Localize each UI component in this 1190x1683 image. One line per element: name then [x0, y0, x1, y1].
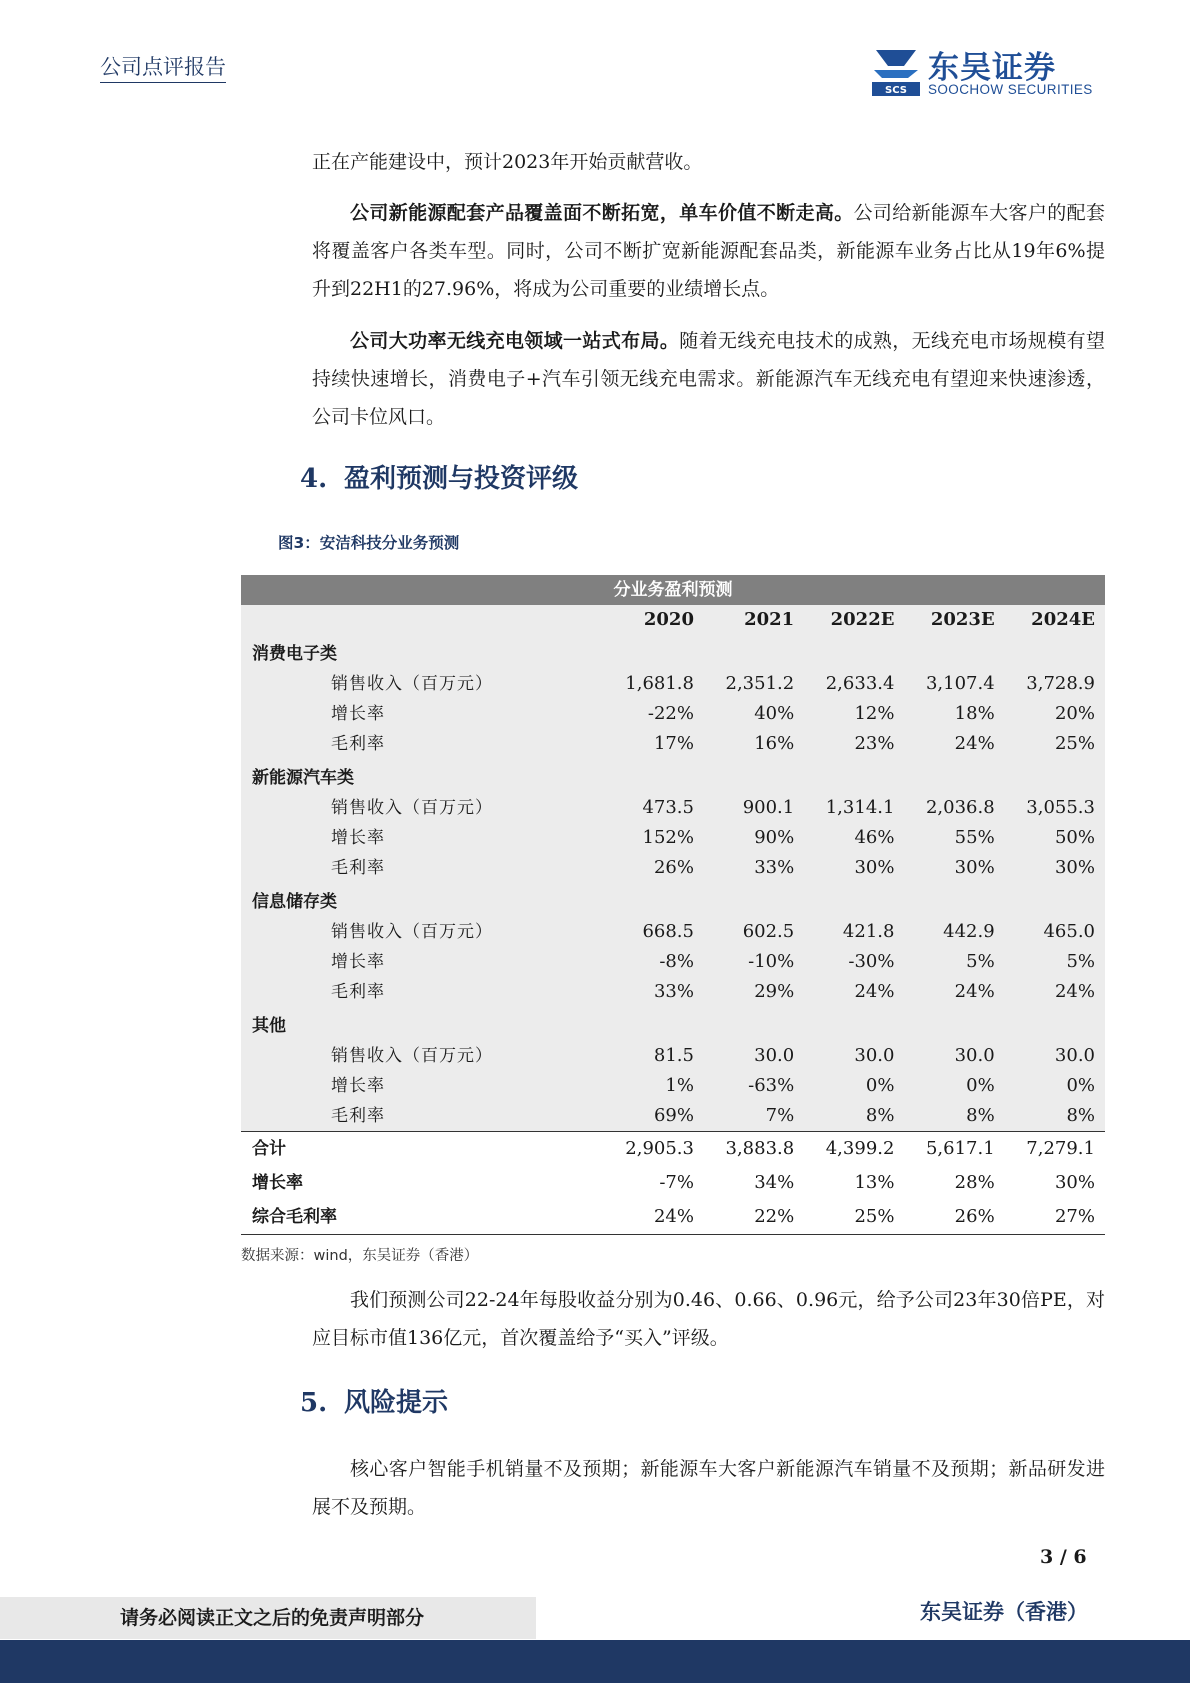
table-cell: 29%: [704, 977, 804, 1007]
table-cell: 8%: [904, 1101, 1004, 1132]
table-cell: 7,279.1: [1005, 1132, 1105, 1167]
table-cell: 46%: [804, 823, 904, 853]
table-cell: 24%: [604, 1200, 704, 1235]
table-cell: -8%: [604, 947, 704, 977]
table-cell: 421.8: [804, 917, 904, 947]
table-cell: 30%: [1005, 853, 1105, 883]
table-cell: 0%: [1005, 1071, 1105, 1101]
table-row: [241, 917, 1105, 947]
table-cell: 0%: [804, 1071, 904, 1101]
table-cell: 22%: [704, 1200, 804, 1235]
paragraph-text: 我们预测公司22-24年每股收益分别为0.46、0.66、0.96元，给予公司23年30倍PE，对应目标市值136亿元，首次覆盖给予“买入”评级。: [312, 1289, 1105, 1349]
table-cell: 2,633.4: [804, 669, 904, 699]
table-cell: 13%: [854, 1172, 895, 1193]
table-cell: -7%: [659, 1172, 694, 1193]
section-heading-5: [300, 1386, 448, 1420]
category-label: 新能源汽车类: [241, 759, 1105, 793]
logo-cn-text: 东吴证券: [928, 50, 1056, 86]
table-cell: 668.5: [604, 917, 704, 947]
table-cell: 1%: [604, 1071, 704, 1101]
forecast-table: [241, 575, 1105, 1235]
table-cell: 30%: [804, 853, 904, 883]
row-label: 销售收入（百万元）: [241, 917, 604, 947]
table-cell: 7%: [704, 1101, 804, 1132]
row-label: 综合毛利率: [241, 1200, 604, 1235]
category-row: [241, 1007, 1105, 1041]
table-cell: 602.5: [704, 917, 804, 947]
table-row: [241, 669, 1105, 699]
table-cell: 8%: [1005, 1101, 1105, 1132]
table-cell: 40%: [704, 699, 804, 729]
table-row: [241, 853, 1105, 883]
table-cell: 25%: [804, 1200, 904, 1235]
table-cell: 3,728.9: [1005, 669, 1105, 699]
table-cell: 473.5: [604, 793, 704, 823]
table-cell: 3,107.4: [904, 669, 1004, 699]
table-cell: 24%: [904, 977, 1004, 1007]
table-row: [241, 1101, 1105, 1132]
table-cell: 26%: [604, 853, 704, 883]
row-label: 增长率: [241, 823, 604, 853]
table-cell: 0%: [904, 1071, 1004, 1101]
paragraph-bold-lead: 公司新能源配套产品覆盖面不断拓宽，单车价值不断走高。: [350, 202, 854, 224]
paragraph-text: 核心客户智能手机销量不及预期；新能源车大客户新能源汽车销量不及预期；新品研发进展不及预期。: [312, 1458, 1105, 1518]
category-row: [241, 883, 1105, 917]
table-cell: 2,036.8: [904, 793, 1004, 823]
table-cell: 1,314.1: [804, 793, 904, 823]
table-cell: -30%: [804, 947, 904, 977]
table-row: [241, 699, 1105, 729]
logo-mark-text: SCS: [885, 85, 907, 96]
table-cell: 50%: [1005, 823, 1105, 853]
year-header: 2022E: [804, 605, 904, 635]
row-label: 增长率: [252, 1173, 303, 1193]
company-logo: [868, 42, 1103, 102]
table-cell: 17%: [604, 729, 704, 759]
table-cell: 23%: [804, 729, 904, 759]
section-number: 4.: [300, 464, 328, 494]
row-label: 销售收入（百万元）: [241, 669, 604, 699]
row-label: 合计: [241, 1132, 604, 1167]
table-cell: 4,399.2: [804, 1132, 904, 1167]
table-cell: 24%: [904, 729, 1004, 759]
row-label: 毛利率: [241, 729, 604, 759]
table-cell: 900.1: [704, 793, 804, 823]
data-source: 数据来源：wind，东吴证券（香港）: [241, 1248, 479, 1264]
table-cell: 2,905.3: [604, 1132, 704, 1167]
section-number: 5.: [300, 1388, 328, 1418]
paragraph-new-energy: [312, 194, 1105, 308]
row-label: 毛利率: [241, 1101, 604, 1132]
footer-company: 东吴证券（香港）: [920, 1600, 1088, 1624]
page-number: 3 / 6: [1040, 1546, 1087, 1568]
category-row: [241, 759, 1105, 793]
table-cell: 30.0: [704, 1041, 804, 1071]
table-cell: 33%: [704, 853, 804, 883]
table-cell: 27%: [1005, 1200, 1105, 1235]
table-cell: -63%: [704, 1071, 804, 1101]
year-header: 2021: [704, 605, 804, 635]
disclaimer-banner: [0, 1597, 536, 1639]
paragraph-capacity: [312, 143, 1105, 181]
table-title-row: [241, 575, 1105, 605]
table-cell: 24%: [1005, 977, 1105, 1007]
paragraph-text: 正在产能建设中，预计2023年开始贡献营收。: [312, 151, 703, 173]
table-cell: 26%: [904, 1200, 1004, 1235]
table-cell: 8%: [804, 1101, 904, 1132]
table-row: [241, 729, 1105, 759]
table-cell: 30%: [904, 853, 1004, 883]
table-cell: 5,617.1: [904, 1132, 1004, 1167]
table-cell: 18%: [904, 699, 1004, 729]
summary-row: [241, 1200, 1105, 1235]
paragraph-text: 随着无线充电技术的成熟，无线充电市场规模有望持续快速增长，消费电子+汽车引领无线充电需求。新能源汽车无线充电有望迎来快速渗透，公司卡位风口。: [312, 330, 1105, 428]
table-cell: 28%: [954, 1172, 995, 1193]
section-heading-4: [300, 462, 578, 496]
table-cell: 30%: [1054, 1172, 1095, 1193]
table-cell: 2,351.2: [704, 669, 804, 699]
table-cell: 5%: [904, 947, 1004, 977]
category-row: [241, 635, 1105, 669]
table-cell: 81.5: [604, 1041, 704, 1071]
category-label: 消费电子类: [241, 635, 1105, 669]
paragraph-valuation: [312, 1281, 1105, 1357]
table-cell: 152%: [604, 823, 704, 853]
table-cell: 34%: [754, 1172, 795, 1193]
table-cell: 3,883.8: [704, 1132, 804, 1167]
table-row: [241, 823, 1105, 853]
table-row: [241, 977, 1105, 1007]
logo-mark-icon: [868, 44, 924, 100]
paragraph-bold-lead: 公司大功率无线充电领域一站式布局。: [350, 330, 680, 352]
table-row: [241, 1071, 1105, 1101]
table-cell: 16%: [704, 729, 804, 759]
paragraph-wireless-charging: [312, 322, 1105, 436]
disclaimer-text: 请务必阅读正文之后的免责声明部分: [120, 1607, 425, 1629]
row-label: 增长率: [241, 1071, 604, 1101]
row-label: 毛利率: [241, 853, 604, 883]
table-row: [241, 947, 1105, 977]
table-cell: 30.0: [804, 1041, 904, 1071]
section-title: 盈利预测与投资评级: [344, 464, 579, 494]
year-header: 2020: [604, 605, 704, 635]
table-cell: 24%: [804, 977, 904, 1007]
table-row: [241, 1041, 1105, 1071]
row-label: 销售收入（百万元）: [241, 1041, 604, 1071]
table-cell: 33%: [604, 977, 704, 1007]
paragraph-risk: [312, 1450, 1105, 1526]
table-cell: 30.0: [1005, 1041, 1105, 1071]
table-cell: 465.0: [1005, 917, 1105, 947]
row-label: 毛利率: [241, 977, 604, 1007]
year-header: 2024E: [1005, 605, 1105, 635]
table-row: [241, 793, 1105, 823]
row-label: 销售收入（百万元）: [241, 793, 604, 823]
logo-en-text: SOOCHOW SECURITIES: [928, 82, 1093, 97]
table-cell: 3,055.3: [1005, 793, 1105, 823]
year-header: 2023E: [904, 605, 1004, 635]
footer-bar: [0, 1640, 1190, 1683]
table-cell: 25%: [1005, 729, 1105, 759]
row-label: 增长率: [241, 947, 604, 977]
table-cell: 442.9: [904, 917, 1004, 947]
table-cell: 12%: [804, 699, 904, 729]
table-cell: 20%: [1005, 699, 1105, 729]
table-cell: 69%: [604, 1101, 704, 1132]
figure-caption: 图3：安洁科技分业务预测: [278, 534, 460, 552]
table-header-row: [241, 605, 1105, 635]
summary-row: [241, 1132, 1105, 1167]
section-title: 风险提示: [344, 1388, 449, 1418]
row-label: 增长率: [241, 699, 604, 729]
table-cell: 90%: [704, 823, 804, 853]
table-cell: 30.0: [904, 1041, 1004, 1071]
table-cell: -10%: [704, 947, 804, 977]
category-label: 信息储存类: [241, 883, 1105, 917]
table-title: 分业务盈利预测: [241, 575, 1105, 605]
table-cell: 55%: [904, 823, 1004, 853]
paragraph-text: 公司给新能源车大客户的配套将覆盖客户各类车型。同时，公司不断扩宽新能源配套品类，新能源车业务占比从19年6%提升到22H1的27.96%，将成为公司重要的业绩增长点。: [312, 202, 1105, 300]
table-cell: 5%: [1005, 947, 1105, 977]
category-label: 其他: [241, 1007, 1105, 1041]
report-type-label: 公司点评报告: [100, 54, 226, 83]
table-cell: -22%: [604, 699, 704, 729]
table-cell: 1,681.8: [604, 669, 704, 699]
summary-row: [241, 1166, 1105, 1200]
